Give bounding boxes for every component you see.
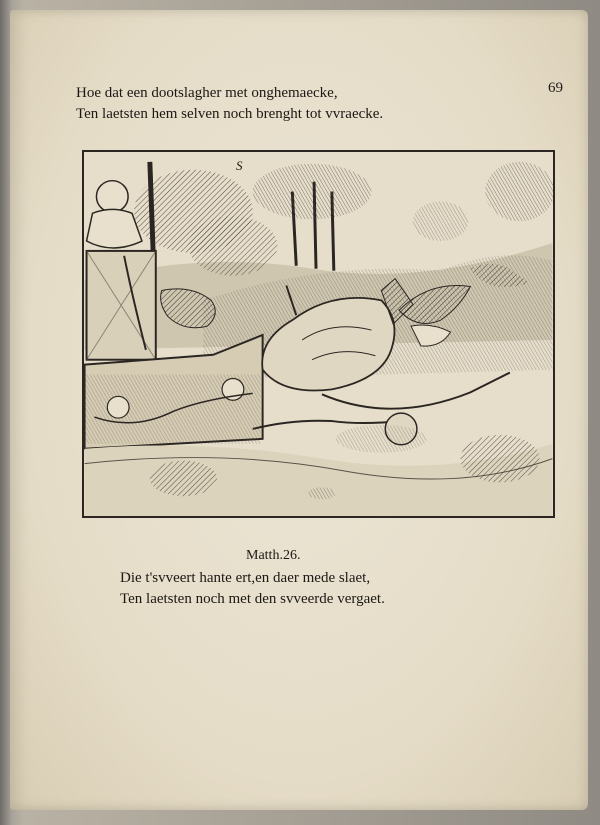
bottom-verse-line-1: Die t'svveert hante ert,en daer mede slaet, [120,570,371,586]
page-number: 69 [548,80,563,96]
top-verse-line-1: Hoe dat een dootslagher met onghemaecke, [76,85,338,101]
top-verse [76,83,383,125]
engraving-illustration [82,150,555,518]
top-verse-line-2: Ten laetsten hem selven noch brenght tot vvraecke. [76,106,384,122]
scripture-reference: Matth.26. [246,548,301,563]
bottom-verse-line-2: Ten laetsten noch met den svveerde vergaet. [120,591,385,607]
plate-letter: S [236,158,243,173]
bottom-verse [120,568,385,610]
